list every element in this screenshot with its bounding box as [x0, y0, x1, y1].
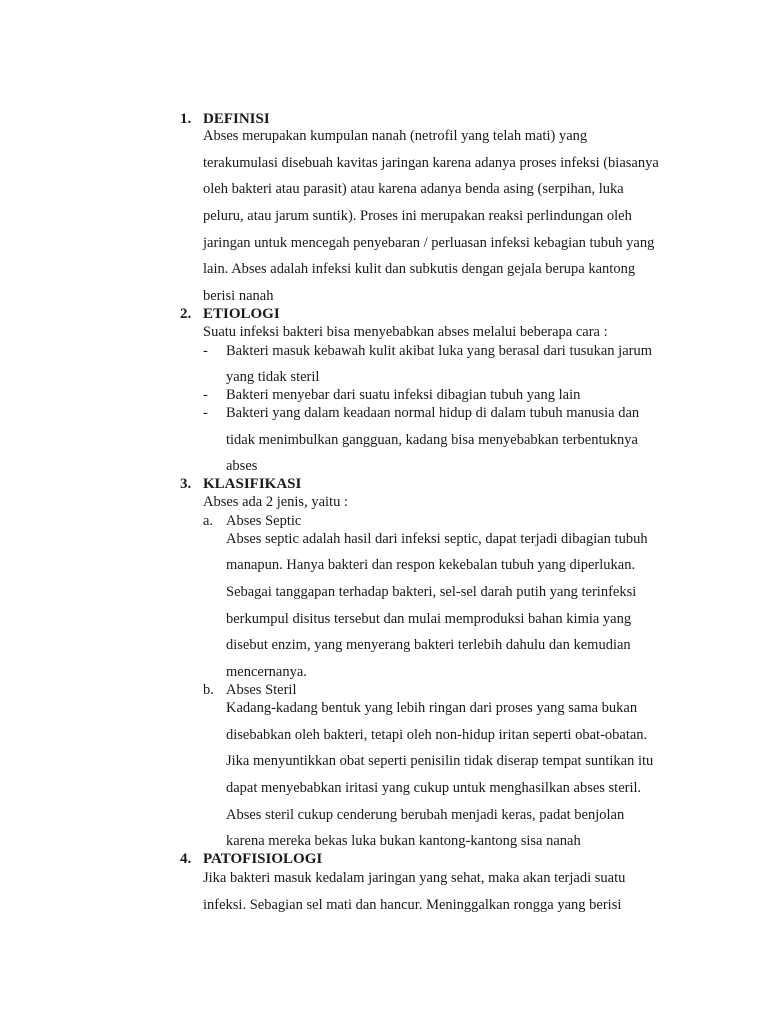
paragraph-line: berisi nanah [203, 288, 274, 304]
paragraph-line: Abses merupakan kumpulan nanah (netrofil yang telah mati) yang [203, 128, 588, 144]
paragraph-line: oleh bakteri atau parasit) atau karena adanya benda asing (serpihan, luka [203, 181, 624, 197]
section-title: ETIOLOGI [203, 306, 280, 322]
section-number: 2. [180, 306, 192, 322]
paragraph-line: Sebagai tanggapan terhadap bakteri, sel-sel darah putih yang terinfeksi [226, 584, 637, 600]
section-number: 3. [180, 476, 192, 492]
paragraph-line: peluru, atau jarum suntik). Proses ini merupakan reaksi perlindungan oleh [203, 208, 632, 224]
subsection-title: Abses Steril [226, 682, 297, 698]
paragraph-line: manapun. Hanya bakteri dan respon kekebalan tubuh yang diperlukan. [226, 557, 636, 573]
bullet-line: Bakteri masuk kebawah kulit akibat luka yang berasal dari tusukan jarum [226, 343, 653, 359]
paragraph-line: Kadang-kadang bentuk yang lebih ringan dari proses yang sama bukan [226, 700, 638, 716]
paragraph-line: Jika bakteri masuk kedalam jaringan yang sehat, maka akan terjadi suatu [203, 870, 626, 886]
paragraph-line: Abses septic adalah hasil dari infeksi septic, dapat terjadi dibagian tubuh [226, 531, 648, 547]
bullet-dash: - [203, 387, 208, 403]
bullet-line: tidak menimbulkan gangguan, kadang bisa menyebabkan terbentuknya [226, 432, 638, 448]
subsection-marker: a. [203, 513, 214, 529]
paragraph-line: disebabkan oleh bakteri, tetapi oleh non-hidup iritan seperti obat-obatan. [226, 727, 648, 743]
paragraph-line: lain. Abses adalah infeksi kulit dan subkutis dengan gejala berupa kantong [203, 261, 636, 277]
paragraph-line: infeksi. Sebagian sel mati dan hancur. Meninggalkan rongga yang berisi [203, 897, 622, 913]
section-number: 4. [180, 851, 192, 867]
section-title: DEFINISI [203, 111, 270, 127]
bullet-line: yang tidak steril [226, 369, 320, 385]
subsection-marker: b. [203, 682, 214, 698]
section-intro: Suatu infeksi bakteri bisa menyebabkan abses melalui beberapa cara : [203, 324, 608, 340]
bullet-line: Bakteri yang dalam keadaan normal hidup di dalam tubuh manusia dan [226, 405, 640, 421]
bullet-dash: - [203, 405, 208, 421]
paragraph-line: Jika menyuntikkan obat seperti penisilin tidak diserap tempat suntikan itu [226, 753, 654, 769]
bullet-line: abses [226, 458, 258, 474]
paragraph-line: jaringan untuk mencegah penyebaran / perluasan infeksi kebagian tubuh yang [203, 235, 655, 251]
section-intro: Abses ada 2 jenis, yaitu : [203, 494, 348, 510]
paragraph-line: terakumulasi disebuah kavitas jaringan karena adanya proses infeksi (biasanya [203, 155, 659, 171]
bullet-line: Bakteri menyebar dari suatu infeksi dibagian tubuh yang lain [226, 387, 581, 403]
subsection-title: Abses Septic [226, 513, 302, 529]
paragraph-line: dapat menyebabkan iritasi yang cukup untuk menghasilkan abses steril. [226, 780, 642, 796]
section-title: PATOFISIOLOGI [203, 851, 323, 867]
paragraph-line: karena mereka bekas luka bukan kantong-kantong sisa nanah [226, 833, 581, 849]
bullet-dash: - [203, 343, 208, 359]
paragraph-line: disebut enzim, yang menyerang bakteri terlebih dahulu dan kemudian [226, 637, 631, 653]
paragraph-line: berkumpul disitus tersebut dan mulai memproduksi bahan kimia yang [226, 611, 632, 627]
section-title: KLASIFIKASI [203, 476, 302, 492]
paragraph-line: mencernanya. [226, 664, 307, 680]
section-number: 1. [180, 111, 192, 127]
paragraph-line: Abses steril cukup cenderung berubah menjadi keras, padat benjolan [226, 807, 625, 823]
